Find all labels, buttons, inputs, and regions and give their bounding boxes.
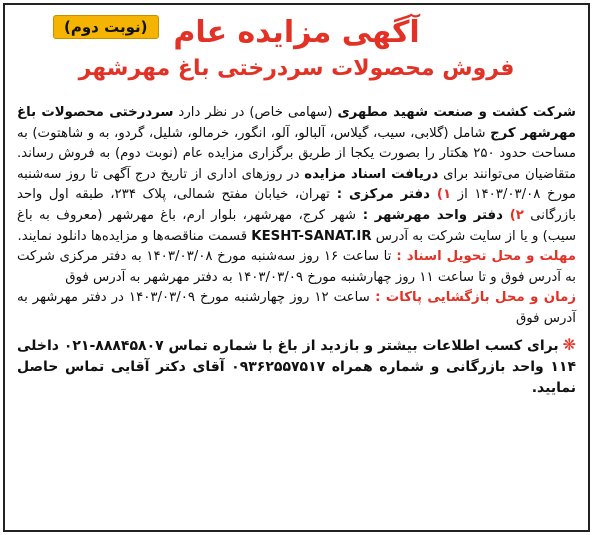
delivery-text: تا ساعت ۱۶ روز سه‌شنبه مورخ ۱۴۰۳/۰۳/۰۸ به دفتر مرکزی شرکت به آدرس فوق و تا ساعت ۱۱ روز چهارشنبه مورخ ۱۴۰۳/۰۳/۰۹ به دفتر مهرشهر به آدرس فوق: [17, 249, 576, 285]
delivery-paragraph: [17, 247, 576, 288]
branch-label: دفتر واحد مهرشهر :: [355, 207, 510, 223]
website-link[interactable]: KESHT-SANAT.IR: [251, 228, 372, 244]
intro-text-1: (سهامی خاص) در نظر دارد: [173, 105, 338, 120]
item-number-1: ۱): [436, 187, 452, 203]
intro-paragraph: [17, 103, 576, 247]
intro-text-4: قسمت مناقصه‌ها و مزایده‌ها دانلود نمایند.: [17, 228, 252, 244]
ad-subtitle: فروش محصولات سردرختی باغ مهرشهر: [78, 56, 515, 81]
item-number-2: ۲): [509, 207, 524, 223]
company-name: شرکت کشت و صنعت شهید مطهری: [337, 105, 576, 120]
ad-body: [17, 103, 576, 330]
hq-address: تهران، خیابان مفتح شمالی، پلاک ۲۳۴، طبقه اول واحد بازرگانی: [17, 187, 576, 223]
contact-paragraph: [17, 334, 576, 399]
star-icon: ❋: [562, 334, 576, 354]
opening-paragraph: [17, 288, 576, 329]
intro-text-3: در روزهای اداری از تاریخ درج آگهی تا روز سه‌شنبه مورخ ۱۴۰۳/۰۳/۰۸ از: [17, 166, 577, 203]
contact-text: برای کسب اطلاعات بیشتر و بازدید از باغ با شماره تماس ۸۸۸۴۵۸۰۷-۰۲۱ داخلی ۱۱۴ واحد بازرگانی و شماره همراه ۰۹۳۶۲۵۵۷۵۱۷ آقای دکتر آقایی تماس حاصل نمایید.: [17, 337, 576, 396]
branch-address: شهر کرج، مهرشهر، بلوار ارم، باغ مهرشهر (معروف به باغ سیب) و یا از سایت شرکت به آدرس: [17, 207, 576, 244]
opening-text: ساعت ۱۲ روز چهارشنبه مورخ ۱۴۰۳/۰۳/۰۹ در دفتر مهرشهر به آدرس فوق: [17, 290, 576, 326]
hq-label: دفتر مرکزی :: [329, 187, 437, 203]
advertisement-frame: [3, 3, 590, 532]
auction-subject: سردرختی محصولات باغ مهرشهر کرج: [17, 105, 577, 141]
intro-text-2: شامل (گلابی، سیب، گیلاس، آلبالو، آلو، انگور، خرمالو، شلیل، گردو، به و شاهتوت) به مساحت حدود ۲۵۰ هکتار را بصورت یکجا از طریق برگزاری مزایده عام (نوبت دوم) به فروش رساند. متقاضیان می‌توانند برای: [17, 125, 576, 182]
opening-label: زمان و محل بازگشایی پاکات :: [369, 290, 576, 306]
receive-documents: دریافت اسناد مزایده: [304, 166, 439, 182]
ad-header: [17, 11, 576, 103]
delivery-label: مهلت و محل تحویل اسناد :: [391, 249, 576, 265]
round-badge: (نوبت دوم): [53, 15, 159, 39]
ad-title: آگهی مزایده عام: [173, 15, 420, 50]
